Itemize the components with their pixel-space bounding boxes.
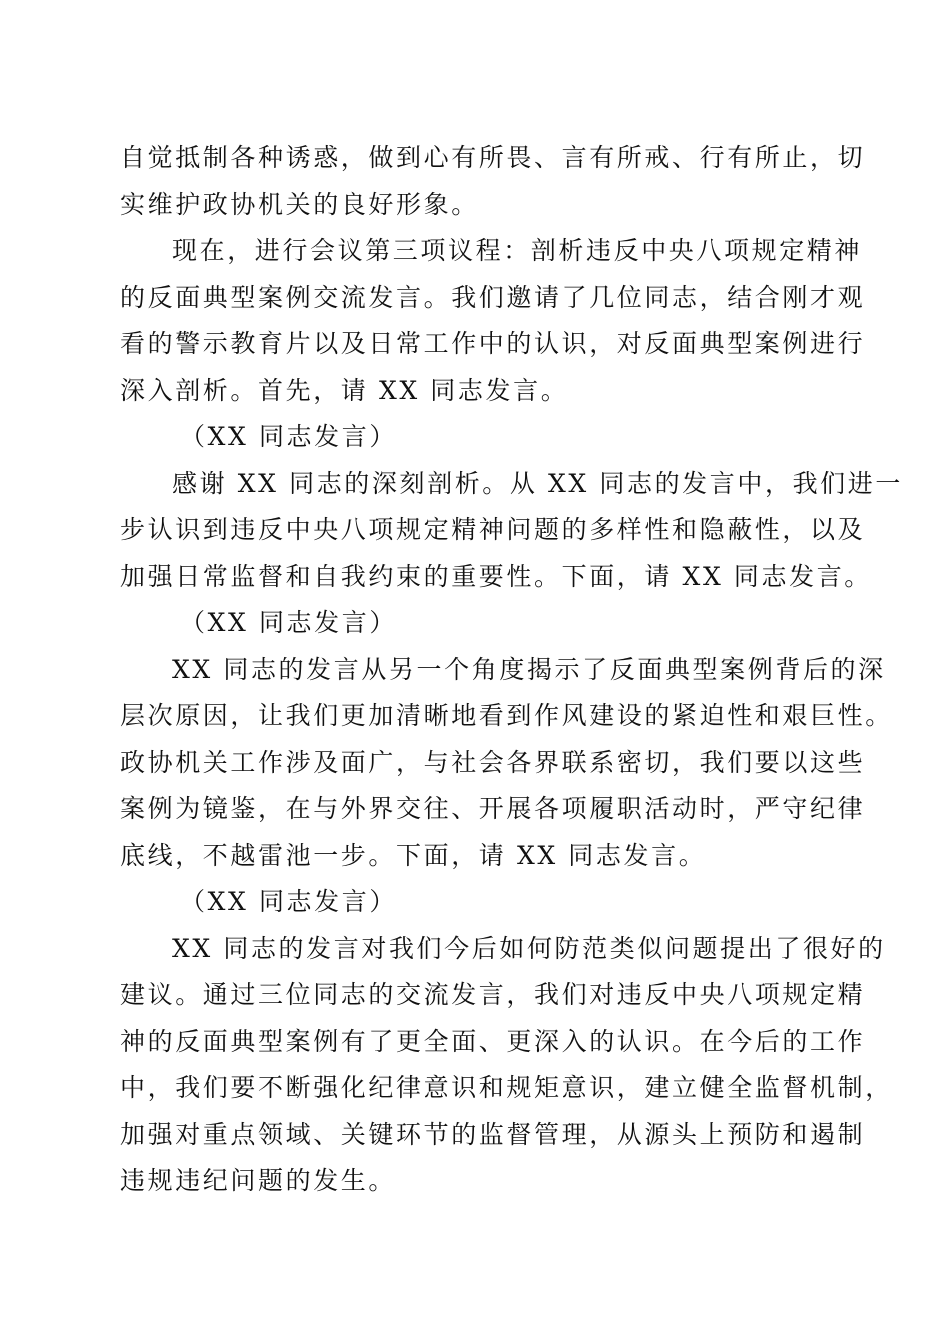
speech-note: （XX 同志发言） xyxy=(180,422,397,451)
text-line: 政协机关工作涉及面广，与社会各界联系密切，我们要以这些 xyxy=(120,747,866,777)
paragraph-start: 现在，进行会议第三项议程：剖析违反中央八项规定精神 xyxy=(172,236,863,265)
speech-note: （XX 同志发言） xyxy=(180,887,397,916)
text-line: 层次原因，让我们更加清晰地看到作风建设的紧迫性和艰巨性。 xyxy=(120,701,893,730)
text-line: 实维护政协机关的良好形象。 xyxy=(120,189,479,219)
text-line: 建议。通过三位同志的交流发言，我们对违反中央八项规定精 xyxy=(120,980,866,1009)
text-line: 自觉抵制各种诱惑，做到心有所畏、言有所戒、行有所止，切 xyxy=(120,143,866,172)
text-line: 深入剖析。首先，请 XX 同志发言。 xyxy=(120,375,569,405)
speech-note: （XX 同志发言） xyxy=(180,608,397,637)
text-line: 加强对重点领域、关键环节的监督管理，从源头上预防和遏制 xyxy=(120,1119,866,1149)
paragraph-start: XX 同志的发言对我们今后如何防范类似问题提出了很好的 xyxy=(172,933,886,963)
paragraph-start: XX 同志的发言从另一个角度揭示了反面典型案例背后的深 xyxy=(172,654,886,684)
text-line: 案例为镜鉴，在与外界交往、开展各项履职活动时，严守纪律 xyxy=(120,794,866,823)
paragraph-start: 感谢 XX 同志的深刻剖析。从 XX 同志的发言中，我们进一 xyxy=(172,468,903,498)
text-line: 加强日常监督和自我约束的重要性。下面，请 XX 同志发言。 xyxy=(120,561,872,591)
text-line: 的反面典型案例交流发言。我们邀请了几位同志，结合刚才观 xyxy=(120,282,866,312)
document-body xyxy=(120,135,903,1205)
text-line: 神的反面典型案例有了更全面、更深入的认识。在今后的工作 xyxy=(120,1026,866,1056)
text-line: 步认识到违反中央八项规定精神问题的多样性和隐蔽性，以及 xyxy=(120,515,866,544)
text-line: 底线，不越雷池一步。下面，请 XX 同志发言。 xyxy=(120,840,707,870)
text-line: 中，我们要不断强化纪律意识和规矩意识，建立健全监督机制， xyxy=(120,1073,893,1102)
text-line: 看的警示教育片以及日常工作中的认识，对反面典型案例进行 xyxy=(120,329,866,358)
text-line: 违规违纪问题的发生。 xyxy=(120,1166,397,1195)
